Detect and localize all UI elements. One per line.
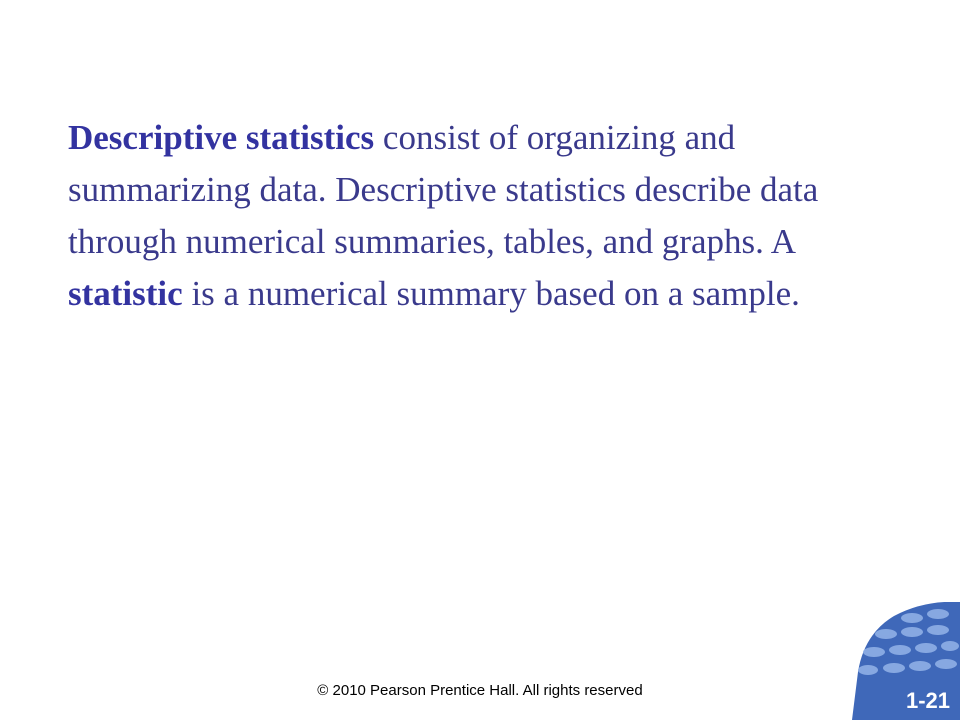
term-statistic: statistic	[68, 274, 183, 313]
body-text-1: consist of organizing and summarizing data. Descriptive statistics describe data through numerical summaries, tables, and graphs. A	[68, 118, 819, 261]
term-descriptive-statistics: Descriptive statistics	[68, 118, 375, 157]
copyright-footer: © 2010 Pearson Prentice Hall. All rights reserved	[317, 682, 643, 699]
slide-body	[68, 112, 898, 320]
page-number: 1-21	[905, 688, 950, 713]
body-text-2: is a numerical summary based on a sample.	[182, 274, 800, 313]
